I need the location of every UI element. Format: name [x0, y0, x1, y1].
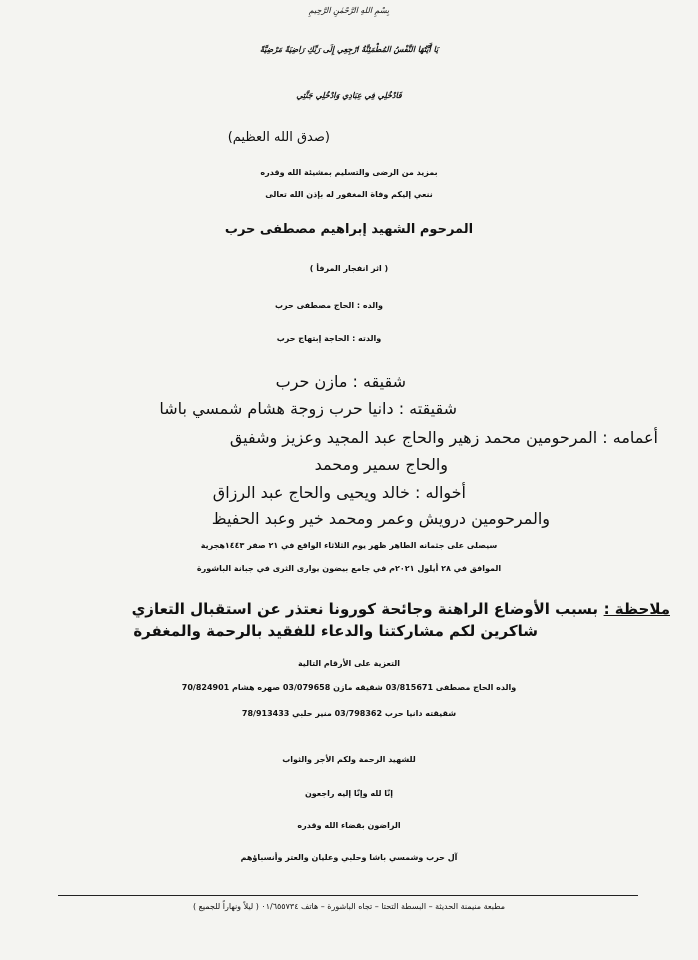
- note-text-line-2: شاكرين لكم مشاركتنا والدعاء للفقيد بالرحمة والمغفرة: [133, 622, 538, 640]
- intro-line-1: بمزيد من الرضى والتسليم بمشيئة الله وقدره: [260, 168, 438, 177]
- deceased-name: المرحوم الشهيد إبراهيم مصطفى حرب: [224, 222, 474, 237]
- intro-line-2: ننعي إليكم وفاة المغفور له بإذن الله تعالى: [265, 190, 433, 199]
- quran-verse-line-1: يَا أَيَّتُهَا النَّفْسُ المُطْمَئِنَّةُ ارْجِعِي إِلَى رَبِّكِ رَاضِيَةً مَرْضِيَّةً: [259, 44, 439, 54]
- condolence-title: التعزية على الأرقام التالية: [297, 659, 401, 668]
- brother-line: شقيقه : مازن حرب: [275, 372, 406, 391]
- mother-line: والدته : الحاجة إبتهاج حرب: [276, 334, 382, 343]
- note-text-line-1: بسبب الأوضاع الراهنة وجائحة كورونا نعتذر عن استقبال التعازي: [131, 600, 598, 618]
- maternal-uncles-line-2: والمرحومين درويش وعمر ومحمد خير وعبد الحفيظ: [211, 509, 550, 528]
- closing-line-3: الراضون بقضاء الله وقدره: [297, 821, 401, 830]
- family-names-line: آل حرب وشمسي باشا وحلبي وعليان والعتر وأنسباؤهم: [240, 853, 458, 862]
- quran-verse-line-2: فَادْخُلِي فِي عِبَادِي وَادْخُلِي جَنَّتِي: [296, 90, 402, 100]
- sister-line: شقيقته : دانيا حرب زوجة هشام شمسي باشا: [159, 399, 457, 418]
- funeral-line-2: الموافق في ٢٨ أيلول ٢٠٢١م في جامع بيضون يوارى الثرى في جبانة الباشورة: [196, 564, 502, 573]
- note-label: ملاحظة :: [603, 600, 670, 618]
- cause-of-death: ( اثر انفجار المرفأ ): [309, 264, 389, 273]
- father-line: والده : الحاج مصطفى حرب: [275, 301, 383, 310]
- basmala-calligraphy: بِسْمِ اللهِ الرَّحْمٰنِ الرَّحِيمِ: [308, 6, 390, 15]
- condolence-phones-line-2: شقيقته دانيا حرب 03/798362 منير حلبي 78/913433: [241, 709, 457, 718]
- paternal-uncles-line-1: أعمامه : المرحومين محمد زهير والحاج عبد المجيد وعزيز وشفيق: [229, 428, 658, 447]
- closing-line-1: للشهيد الرحمة ولكم الأجر والثواب: [282, 755, 416, 764]
- closing-line-2: إنّا لله وإنّا إليه راجعون: [304, 789, 394, 798]
- footer-divider: [58, 895, 638, 896]
- printer-footer: مطبعة منيمنة الحديثة – البسطة التحتا – تجاه الباشورة – هاتف ٠١/٦٥٥٧٣٤ ( ليلاً ونهاراً للجميع ): [192, 902, 506, 911]
- maternal-uncles-line-1: أخواله : خالد ويحيى والحاج عبد الرزاق: [212, 483, 466, 502]
- condolence-phones-line-1: والده الحاج مصطفى 03/815671 شقيقه مازن 03/079658 صهره هشام 70/824901: [181, 683, 517, 692]
- paternal-uncles-line-2: والحاج سمير ومحمد: [314, 455, 448, 474]
- funeral-line-1: سيصلى على جثمانه الطاهر ظهر يوم الثلاثاء الواقع في ٢١ صفر ١٤٤٣هجرية: [200, 541, 498, 550]
- sadaq-allah-text: (صدق الله العظيم): [227, 130, 330, 145]
